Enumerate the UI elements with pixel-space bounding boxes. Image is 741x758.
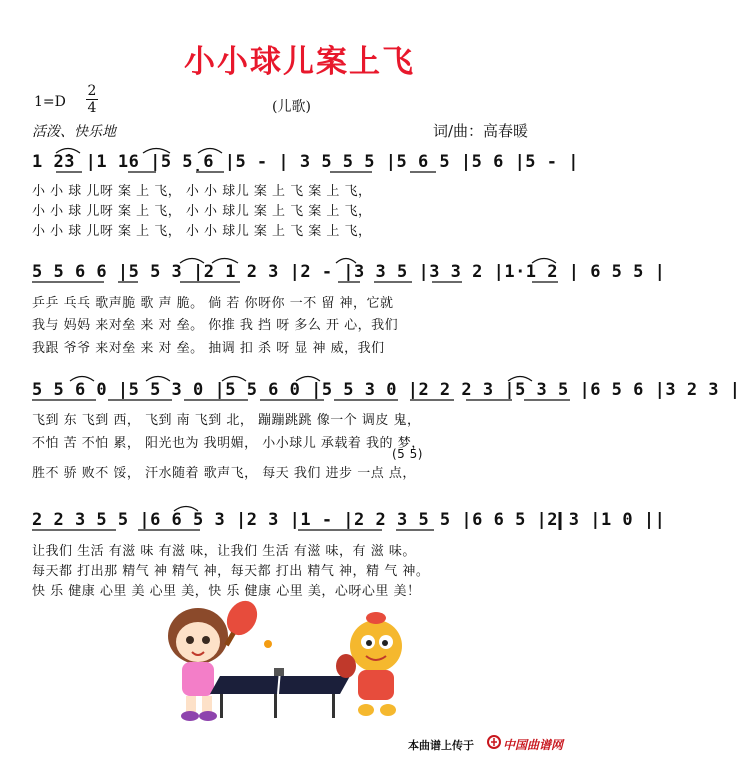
ping-pong-illustration xyxy=(150,598,420,726)
tie-mark xyxy=(212,259,238,264)
notation-line-3: 5 5 6 0 |5 5 3 0 |5 5 6 0 |5 5 3 0 |2 2 2 3 |5 3 5 |6 5 6 |3 2 3 | xyxy=(32,380,741,400)
tie-mark xyxy=(174,507,198,512)
lyric-line-4-verse-2: 每天都 打出那 精气 神 精气 神，每天都 打出 精气 神，精 气 神。 xyxy=(32,564,430,579)
tie-mark xyxy=(146,377,170,382)
composer-credit: 词/曲：高春暖 xyxy=(433,122,529,140)
genre-label: (儿歌) xyxy=(272,99,311,115)
lyric-line-1-verse-2: 小 小 球 儿呀 案 上 飞， 小 小 球儿 案 上 飞 案 上 飞， xyxy=(32,204,372,219)
lyric-line-1-verse-1: 小 小 球 儿呀 案 上 飞， 小 小 球儿 案 上 飞 案 上 飞， xyxy=(32,184,372,199)
lyric-line-3-verse-1: 飞到 东 飞到 西， 飞到 南 飞到 北， 蹦蹦跳跳 像一个 调皮 鬼， xyxy=(32,413,421,428)
lyric-line-3-verse-3: 胜不 骄 败不 馁， 汗水随着 歌声飞， 每天 我们 进步 一点 点， xyxy=(32,466,416,481)
tie-mark xyxy=(56,149,80,154)
tempo-marking: 活泼、快乐地 xyxy=(32,124,116,140)
lyric-line-1-verse-3: 小 小 球 儿呀 案 上 飞， 小 小 球儿 案 上 飞 案 上 飞， xyxy=(32,224,372,239)
upload-credit-text: 本曲谱上传于 xyxy=(408,739,474,752)
tie-mark xyxy=(143,149,170,154)
key-signature: 1=D xyxy=(34,94,66,110)
lyric-line-2-verse-2: 我与 妈妈 来对垒 来 对 垒。 你推 我 挡 呀 多么 开 心，我们 xyxy=(32,318,399,333)
lyric-line-4-verse-3: 快 乐 健康 心里 美 心里 美，快 乐 健康 心里 美，心呀心里 美！ xyxy=(32,584,421,599)
tie-mark xyxy=(198,149,222,154)
tie-mark xyxy=(70,377,94,382)
tie-mark xyxy=(296,377,320,382)
tie-mark xyxy=(508,377,532,382)
ping-pong-table xyxy=(210,668,350,718)
notation-line-4: 2 2 3 5 5 |6 6 5 3 |2 3 |1 - |2 2 3 5 5 |6 6 5 |2 3 |1 0 || xyxy=(32,510,666,530)
song-title: 小小球儿案上飞 xyxy=(184,44,415,80)
tie-mark xyxy=(180,259,204,264)
mascot-figure xyxy=(336,612,402,716)
lyric-line-2-verse-3: 我跟 爷爷 来对垒 来 对 垒。 抽调 扣 杀 呀 显 神 威，我们 xyxy=(32,341,385,356)
lyric-line-4-verse-1: 让我们 生活 有滋 味 有滋 味，让我们 生活 有滋 味，有 滋 味。 xyxy=(32,544,416,559)
girl-figure xyxy=(168,595,263,721)
site-name[interactable]: 中国曲谱网 xyxy=(503,738,564,752)
notation-line-1: 1 2̇3 |1 16 |5 5̣6 |5 - | 3 5 5 5 |5 6 5 |5 6 |5 - | xyxy=(32,152,579,172)
time-denominator: 4 xyxy=(87,100,97,116)
lyric-line-2-verse-1: 乒乒 乓乓 歌声脆 歌 声 脆。 倘 若 你呀你 一不 留 神，它就 xyxy=(32,296,394,311)
site-logo-icon xyxy=(487,734,501,748)
tie-mark xyxy=(532,259,556,264)
alternate-notes: (5 5) xyxy=(392,447,423,461)
lyric-line-3-verse-2: 不怕 苦 不怕 累， 阳光也为 我明媚， 小小球儿 承载着 我的 梦， xyxy=(32,436,425,451)
ping-pong-ball xyxy=(264,640,272,648)
tie-mark xyxy=(336,259,356,264)
notation-line-2: 5 5 6 6 |5 5 3 |2 1 2 3 |2 - |3 3 5 |3 3 2 |1·1 2 | 6 5 5 | xyxy=(32,262,666,282)
tie-mark xyxy=(222,377,246,382)
time-numerator: 2 xyxy=(87,83,97,99)
